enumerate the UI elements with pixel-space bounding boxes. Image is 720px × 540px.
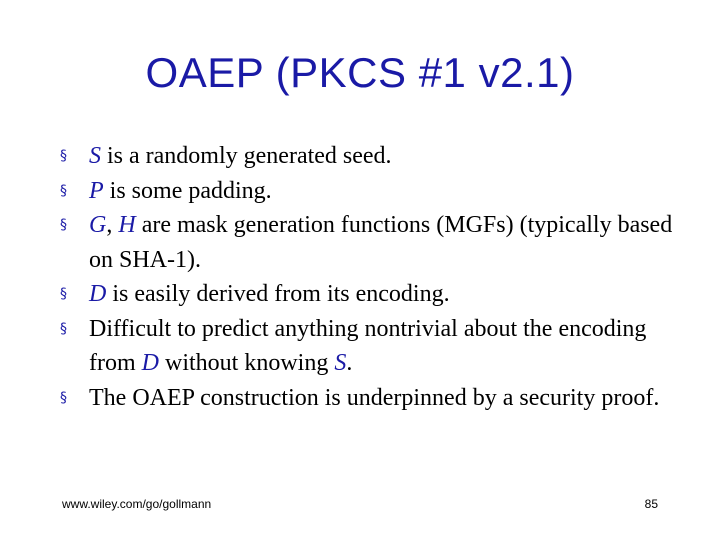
variable-h: H [118,212,136,238]
bullet-text: is some padding. [103,177,272,204]
variable-d: D [141,350,159,376]
bullet-text: is a randomly generated seed. [101,143,392,169]
bullet-item [60,208,680,277]
bullet-text: are mask generation functions (MGFs) (typically based on SHA-1). [89,212,673,273]
bullet-item [60,312,680,381]
bullet-list [60,139,680,415]
bullet-text: , [106,212,119,238]
slide-title: OAEP (PKCS #1 v2.1) [145,49,575,96]
bullet-marker-icon: § [60,286,67,302]
bullet-item [60,174,680,209]
bullet-text: . [346,350,353,376]
bullet-marker-icon: § [60,148,67,164]
variable-p: P [89,177,104,204]
bullet-item [60,139,680,174]
page-number: 85 [644,497,658,511]
variable-s: S [334,350,347,376]
bullet-marker-icon: § [60,389,67,406]
bullet-item [60,381,680,416]
bullet-text: Difficult to predict anything nontrivial about the encoding from [89,315,647,376]
bullet-marker-icon: § [60,217,67,233]
bullet-text: is easily derived from its encoding. [106,281,450,307]
variable-g: G [89,212,107,238]
bullet-marker-icon: § [60,320,67,337]
bullet-marker-icon: § [60,182,67,199]
variable-d: D [89,281,107,307]
variable-s: S [89,143,101,169]
bullet-text: without knowing [159,350,335,376]
footer-url: www.wiley.com/go/gollmann [62,497,212,511]
bullet-text: The OAEP construction is underpinned by a security proof. [89,384,660,411]
bullet-item [60,277,680,312]
